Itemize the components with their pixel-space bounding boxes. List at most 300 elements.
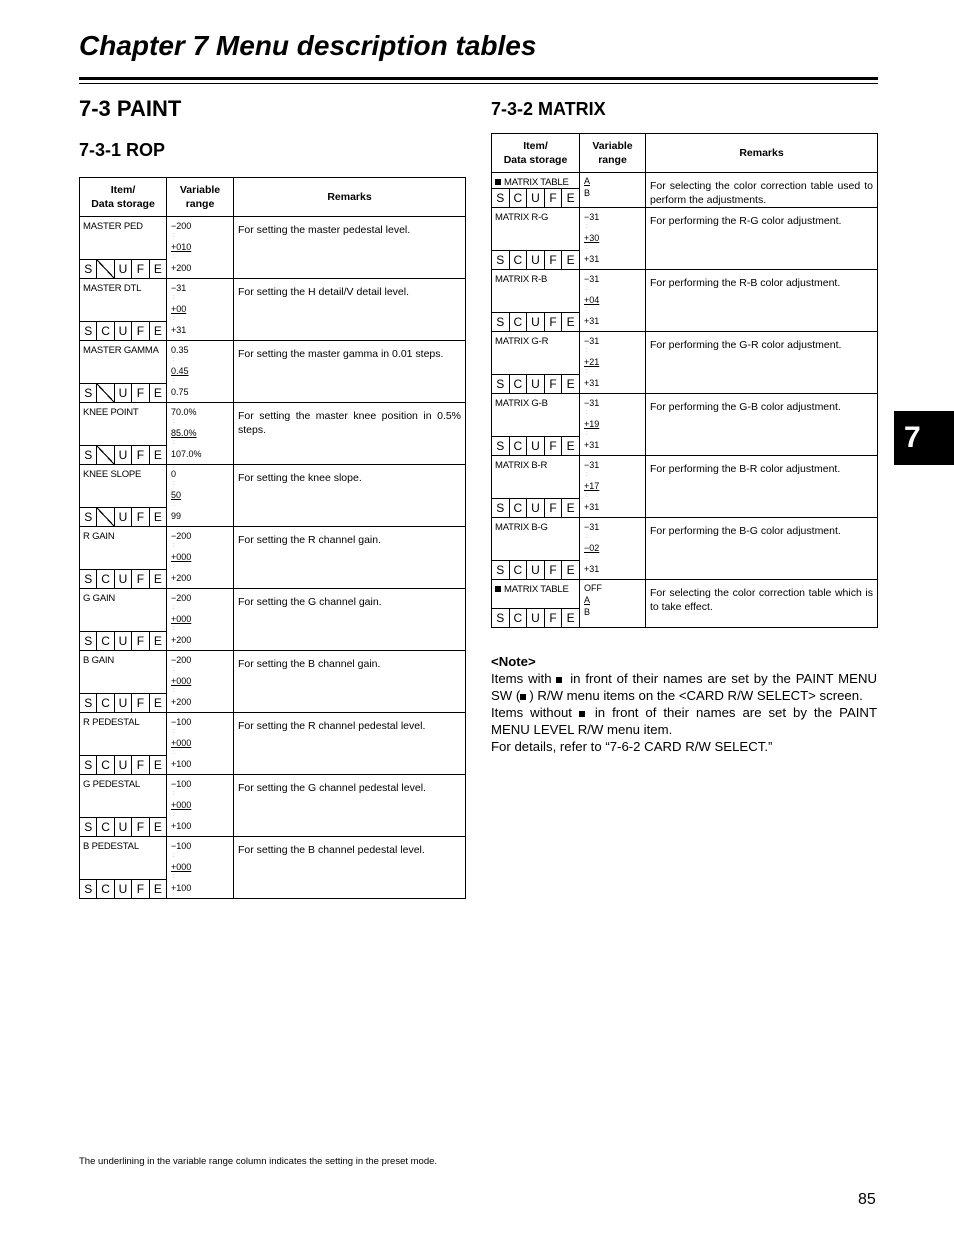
item-cell (80, 217, 167, 279)
storage-flag: S (492, 375, 510, 393)
item-name: MATRIX G-R (495, 336, 549, 347)
data-storage-flags (492, 250, 579, 269)
range-preset: +00 (171, 304, 187, 314)
range-preset: +000 (171, 800, 192, 810)
variable-range (167, 589, 234, 651)
range-min: 70.0% (171, 407, 197, 417)
table-row (80, 837, 466, 899)
remarks-cell: For performing the R-G color adjustment. (646, 208, 878, 270)
storage-flag: U (115, 570, 132, 588)
range-min: −200 (171, 221, 192, 231)
range-ellipsis: : (173, 543, 175, 549)
variable-range (167, 713, 234, 775)
data-storage-flags (80, 445, 166, 464)
storage-flag: C (510, 313, 528, 331)
item-name: MASTER DTL (83, 283, 142, 294)
range-ellipsis: : (173, 853, 175, 859)
data-storage-flags (80, 631, 166, 650)
remarks-cell: For selecting the color correction table which is to take effect. (646, 580, 878, 628)
note-paragraph-3: For details, refer to “7-6-2 CARD R/W SELECT.” (491, 739, 773, 754)
storage-flag: E (153, 696, 162, 710)
range-max: +200 (171, 697, 192, 707)
remarks-cell: For setting the master gamma in 0.01 steps. (234, 341, 466, 403)
storage-flag: C (97, 632, 114, 650)
item-name: MATRIX TABLE (495, 584, 569, 595)
matrix-section-title: 7-3-2 MATRIX (491, 99, 606, 119)
remarks-cell: For setting the B channel gain. (234, 651, 466, 713)
range-min: −100 (171, 779, 192, 789)
storage-flag: F (132, 694, 149, 712)
storage-flag: C (510, 189, 528, 207)
storage-flag: E (566, 501, 575, 515)
variable-range (580, 208, 646, 270)
storage-flag: U (527, 313, 545, 331)
range-preset: 0.45 (171, 366, 189, 376)
range-ellipsis: : (586, 286, 588, 292)
note-block (491, 653, 877, 755)
variable-range (580, 518, 646, 580)
range-min: −31 (584, 398, 600, 408)
storage-flag: S (80, 446, 97, 464)
remarks-cell: For performing the B-G color adjustment. (646, 518, 878, 580)
table-row (80, 341, 466, 403)
data-storage-flags (492, 374, 579, 393)
table-row (80, 465, 466, 527)
storage-flag: F (132, 260, 149, 278)
range-ellipsis: : (586, 431, 588, 437)
range-ellipsis: : (173, 874, 175, 880)
storage-flag: U (115, 508, 132, 526)
storage-flag: S (80, 384, 97, 402)
item-cell (492, 208, 580, 270)
variable-range (167, 527, 234, 589)
range-min: −200 (171, 531, 192, 541)
range-max: +31 (171, 325, 187, 335)
data-storage-flags (80, 569, 166, 588)
item-name: MATRIX TABLE (495, 177, 569, 188)
storage-flag: F (132, 818, 149, 836)
storage-flag: E (153, 510, 162, 524)
item-name: B PEDESTAL (83, 841, 139, 852)
storage-flag: C (510, 561, 528, 579)
item-cell (80, 589, 167, 651)
storage-flag: E (566, 191, 575, 205)
range-preset: +19 (584, 419, 600, 429)
range-ellipsis: : (586, 307, 588, 313)
data-storage-flags (80, 817, 166, 836)
footnote: The underlining in the variable range column indicates the setting in the preset mode. (79, 1156, 438, 1167)
storage-flag: S (492, 499, 510, 517)
range-ellipsis: : (586, 369, 588, 375)
storage-flag: F (545, 561, 563, 579)
item-cell (80, 527, 167, 589)
storage-flag: U (527, 561, 545, 579)
range-value: B (584, 607, 591, 617)
range-ellipsis: : (173, 729, 175, 735)
range-value: B (584, 188, 591, 198)
variable-range (167, 217, 234, 279)
range-min: −200 (171, 655, 192, 665)
data-storage-flags (492, 608, 579, 627)
item-cell (492, 173, 580, 208)
item-name: G PEDESTAL (83, 779, 140, 790)
variable-range (167, 403, 234, 465)
data-storage-flags (80, 693, 166, 712)
storage-flag: U (527, 609, 545, 627)
range-ellipsis: : (173, 626, 175, 632)
storage-flag: C (97, 694, 114, 712)
chapter-tab: 7 (894, 411, 954, 465)
table-row (492, 332, 878, 394)
square-marker-icon (495, 586, 501, 592)
range-ellipsis: : (586, 493, 588, 499)
variable-range (580, 580, 646, 628)
storage-flag: S (80, 880, 97, 898)
storage-flag: F (132, 632, 149, 650)
storage-flag: S (492, 313, 510, 331)
storage-flag: S (80, 694, 97, 712)
section-title: 7-3 PAINT (79, 96, 182, 121)
table-row (80, 589, 466, 651)
chapter-title: Chapter 7 Menu description tables (79, 30, 537, 61)
table-row (492, 580, 878, 628)
storage-flag: E (153, 386, 162, 400)
item-cell (492, 580, 580, 628)
remarks-cell: For setting the knee slope. (234, 465, 466, 527)
item-name: KNEE SLOPE (83, 469, 142, 480)
storage-flag: U (115, 322, 132, 340)
item-name: MATRIX R-G (495, 212, 549, 223)
table-row (492, 456, 878, 518)
storage-flag (97, 260, 114, 278)
storage-flag: S (80, 632, 97, 650)
range-max: +31 (584, 564, 600, 574)
range-max: +100 (171, 821, 192, 831)
storage-flag: C (510, 251, 528, 269)
item-cell (492, 394, 580, 456)
remarks-cell: For setting the master pedestal level. (234, 217, 466, 279)
item-name: MATRIX R-B (495, 274, 548, 285)
variable-range (580, 173, 646, 208)
storage-flag: E (153, 634, 162, 648)
range-ellipsis: : (586, 348, 588, 354)
range-preset: +30 (584, 233, 600, 243)
remarks-cell: For setting the B channel pedestal level. (234, 837, 466, 899)
storage-flag: C (510, 499, 528, 517)
remarks-cell: For setting the master knee position in 0.5% steps. (234, 403, 466, 465)
storage-flag: S (80, 756, 97, 774)
range-preset: 85.0% (171, 428, 197, 438)
range-ellipsis: : (586, 555, 588, 561)
storage-flag: U (527, 499, 545, 517)
storage-flag: E (153, 262, 162, 276)
range-ellipsis: : (173, 357, 175, 363)
variable-range (167, 651, 234, 713)
storage-flag: S (80, 322, 97, 340)
storage-flag: E (566, 611, 575, 625)
item-cell (80, 279, 167, 341)
range-ellipsis: : (173, 791, 175, 797)
note-paragraph-1: Items with in front of their names are set by the PAINT MENU SW ( ) R/W menu items on the <CARD R/W SELECT> screen. (491, 671, 878, 703)
range-ellipsis: : (586, 534, 588, 540)
storage-flag: F (132, 384, 149, 402)
data-storage-flags (492, 498, 579, 517)
item-name: R GAIN (83, 531, 115, 542)
range-ellipsis: : (173, 812, 175, 818)
data-storage-flags (80, 383, 166, 402)
storage-flag: C (510, 437, 528, 455)
variable-range (580, 456, 646, 518)
variable-range (167, 341, 234, 403)
storage-flag: F (132, 508, 149, 526)
variable-range (580, 270, 646, 332)
storage-flag: E (153, 324, 162, 338)
storage-flag: U (527, 375, 545, 393)
storage-flag: U (115, 756, 132, 774)
storage-flag: E (153, 882, 162, 896)
storage-flag: E (566, 315, 575, 329)
range-max: +31 (584, 254, 600, 264)
storage-flag: F (132, 446, 149, 464)
header-remarks: Remarks (646, 134, 878, 173)
range-ellipsis: : (586, 410, 588, 416)
variable-range (167, 465, 234, 527)
storage-flag: U (115, 694, 132, 712)
item-name: R PEDESTAL (83, 717, 140, 728)
range-min: −100 (171, 717, 192, 727)
range-ellipsis: : (173, 316, 175, 322)
storage-flag: C (510, 609, 528, 627)
range-max: +31 (584, 502, 600, 512)
storage-flag: E (153, 758, 162, 772)
remarks-cell: For setting the R channel gain. (234, 527, 466, 589)
table-row (492, 270, 878, 332)
item-name: MASTER PED (83, 221, 143, 232)
item-cell (80, 837, 167, 899)
table-row (80, 403, 466, 465)
storage-flag: F (132, 570, 149, 588)
range-ellipsis: : (173, 502, 175, 508)
range-value: OFF (584, 583, 602, 593)
range-preset: −02 (584, 543, 600, 553)
range-min: −100 (171, 841, 192, 851)
item-cell (492, 456, 580, 518)
storage-flag: U (527, 251, 545, 269)
square-marker-icon (556, 677, 562, 683)
storage-flag: U (527, 437, 545, 455)
variable-range (167, 279, 234, 341)
range-value: A (584, 595, 591, 605)
item-cell (80, 775, 167, 837)
range-ellipsis: : (173, 688, 175, 694)
variable-range (580, 332, 646, 394)
remarks-cell: For setting the G channel gain. (234, 589, 466, 651)
range-max: +200 (171, 263, 192, 273)
data-storage-flags (80, 321, 166, 340)
range-preset: +000 (171, 738, 192, 748)
storage-flag: F (132, 880, 149, 898)
item-cell (492, 270, 580, 332)
range-ellipsis: : (173, 419, 175, 425)
item-cell (492, 518, 580, 580)
storage-flag: C (510, 375, 528, 393)
remarks-cell: For selecting the color correction table used to perform the adjustments. (646, 173, 878, 208)
rop-section-title: 7-3-1 ROP (79, 140, 166, 160)
header-rule-thick (79, 77, 878, 80)
note-paragraph-2: Items without in front of their names are set by the PAINT MENU LEVEL R/W menu item. (491, 705, 878, 737)
storage-flag: F (545, 251, 563, 269)
range-min: 0.35 (171, 345, 189, 355)
variable-range (167, 837, 234, 899)
header-item: Item/ Data storage (80, 178, 167, 217)
storage-flag: E (566, 253, 575, 267)
range-preset: +000 (171, 614, 192, 624)
item-cell (80, 403, 167, 465)
data-storage-flags (492, 312, 579, 331)
header-remarks: Remarks (234, 178, 466, 217)
range-ellipsis: : (173, 564, 175, 570)
range-min: −31 (584, 522, 600, 532)
storage-flag: S (80, 570, 97, 588)
remarks-cell: For performing the B-R color adjustment. (646, 456, 878, 518)
storage-flag: E (153, 820, 162, 834)
storage-flag: S (492, 609, 510, 627)
variable-range (167, 775, 234, 837)
range-preset: +010 (171, 242, 192, 252)
range-max: +31 (584, 440, 600, 450)
data-storage-flags (492, 188, 579, 207)
range-min: −31 (171, 283, 187, 293)
remarks-cell: For setting the G channel pedestal level. (234, 775, 466, 837)
data-storage-flags (80, 259, 166, 278)
storage-flag: E (153, 448, 162, 462)
storage-flag: E (566, 439, 575, 453)
storage-flag: F (545, 499, 563, 517)
range-ellipsis: : (586, 472, 588, 478)
storage-flag: C (97, 756, 114, 774)
range-max: 99 (171, 511, 182, 521)
range-min: −31 (584, 274, 600, 284)
remarks-cell: For setting the R channel pedestal level. (234, 713, 466, 775)
range-ellipsis: : (173, 254, 175, 260)
storage-flag: E (153, 572, 162, 586)
storage-flag: C (97, 570, 114, 588)
range-preset: +21 (584, 357, 600, 367)
storage-flag: F (132, 756, 149, 774)
storage-flag: S (492, 437, 510, 455)
storage-flag: U (115, 446, 132, 464)
storage-flag: U (115, 384, 132, 402)
header-range: Variable range (167, 178, 234, 217)
range-ellipsis: : (173, 295, 175, 301)
item-cell (80, 651, 167, 713)
table-row (492, 173, 878, 208)
storage-flag: F (132, 322, 149, 340)
remarks-cell: For performing the G-R color adjustment. (646, 332, 878, 394)
table-row (492, 518, 878, 580)
storage-flag: F (545, 375, 563, 393)
header-rule-thin (79, 83, 878, 84)
table-row (492, 394, 878, 456)
storage-flag: S (80, 260, 97, 278)
storage-flag (97, 508, 114, 526)
item-cell (80, 341, 167, 403)
range-min: −31 (584, 212, 600, 222)
item-name: MATRIX B-G (495, 522, 548, 533)
storage-flag: E (566, 563, 575, 577)
storage-flag: U (115, 260, 132, 278)
range-max: +31 (584, 378, 600, 388)
item-name: KNEE POINT (83, 407, 139, 418)
range-preset: +04 (584, 295, 600, 305)
storage-flag: S (492, 189, 510, 207)
matrix-table (491, 133, 878, 628)
storage-flag: S (492, 251, 510, 269)
remarks-cell: For performing the G-B color adjustment. (646, 394, 878, 456)
storage-flag: C (97, 322, 114, 340)
storage-flag (97, 384, 114, 402)
storage-flag: C (97, 818, 114, 836)
storage-flag: C (97, 880, 114, 898)
range-min: −200 (171, 593, 192, 603)
range-min: 0 (171, 469, 177, 479)
data-storage-flags (80, 507, 166, 526)
table-row (80, 775, 466, 837)
data-storage-flags (80, 755, 166, 774)
square-marker-icon (520, 694, 526, 700)
table-row (80, 713, 466, 775)
rop-table (79, 177, 466, 899)
data-storage-flags (492, 560, 579, 579)
range-ellipsis: : (173, 233, 175, 239)
range-max: 0.75 (171, 387, 189, 397)
table-row (80, 651, 466, 713)
storage-flag: U (527, 189, 545, 207)
range-max: +31 (584, 316, 600, 326)
range-ellipsis: : (173, 750, 175, 756)
range-min: −31 (584, 336, 600, 346)
range-max: +200 (171, 573, 192, 583)
range-max: 107.0% (171, 449, 202, 459)
range-preset: +000 (171, 552, 192, 562)
range-max: +200 (171, 635, 192, 645)
range-ellipsis: : (173, 605, 175, 611)
square-marker-icon (579, 711, 585, 717)
item-name: MASTER GAMMA (83, 345, 159, 356)
range-max: +100 (171, 759, 192, 769)
table-row (492, 208, 878, 270)
range-value: A (584, 176, 591, 186)
data-storage-flags (80, 879, 166, 898)
storage-flag: F (545, 313, 563, 331)
storage-flag: F (545, 189, 563, 207)
storage-flag: U (115, 880, 132, 898)
item-cell (80, 713, 167, 775)
variable-range (580, 394, 646, 456)
storage-flag: F (545, 437, 563, 455)
range-ellipsis: : (173, 667, 175, 673)
storage-flag: F (545, 609, 563, 627)
range-preset: +000 (171, 676, 192, 686)
storage-flag: E (566, 377, 575, 391)
item-cell (492, 332, 580, 394)
item-cell (80, 465, 167, 527)
range-preset: +000 (171, 862, 192, 872)
range-min: −31 (584, 460, 600, 470)
range-ellipsis: : (586, 224, 588, 230)
storage-flag: U (115, 818, 132, 836)
item-name: G GAIN (83, 593, 116, 604)
